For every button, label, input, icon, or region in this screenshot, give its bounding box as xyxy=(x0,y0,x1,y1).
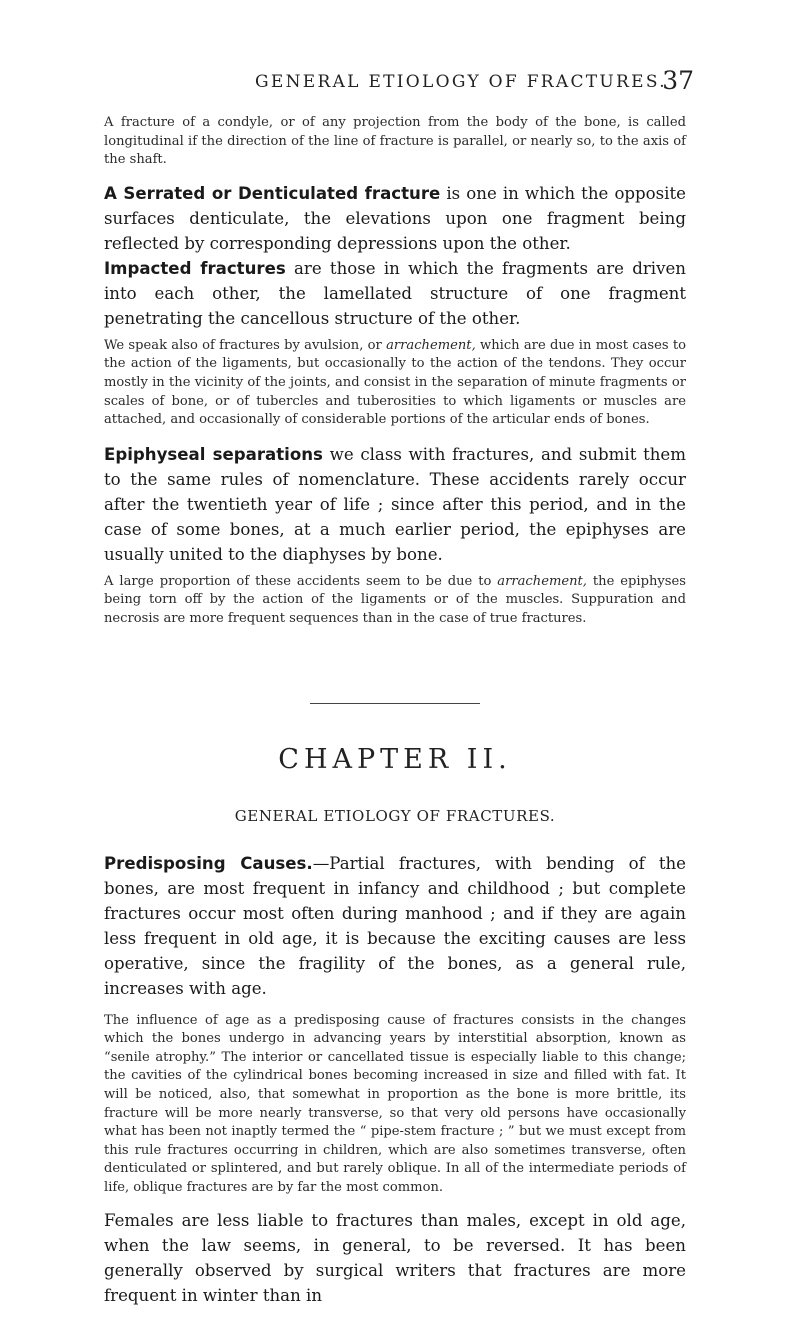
paragraph-body: —Partial fractures, with bending of the bones, are most frequent in infancy and childhood ; but complete fractures occur most often during manhood ; and if they are again less frequent in old age, it is because the exciting causes are less operative, since the fragility of the bones, as a general rule, increases with age. xyxy=(104,853,686,998)
italic-term: arrachement, xyxy=(386,337,476,353)
paragraph-arrachement xyxy=(104,573,686,629)
paragraph-text: which are due in most cases to the action of the ligaments, but occasionally to the action of the tendons. They occur mostly in the vicinity of the joints, and consist in the separation of minute fragments or scales of bone, or of tubercles and tuberosities to which ligaments or muscles are attached, and occasionally of considerable portions of the articular ends of bones. xyxy=(104,337,687,428)
paragraph-influence-of-age: The influence of age as a predisposing cause of fractures consists in the changes which the bones undergo in advancing years by interstitial absorption, known as “senile atrophy.” The interior or cancellated tissue is especially liable to this change; the cavities of the cylindrical bones becoming increased in size and filled with fat. It will be noticed, also, that somewhat in proportion as the bone is more brittle, its fracture will be more nearly transverse, so that very old persons have occasionally what has been not inaptly termed the “ pipe-stem fracture ; ” but we must except from this rule fractures occurring in children, which are also sometimes transverse, often denticulated or splintered, and but rarely oblique. In all of the intermediate periods of life, oblique fractures are by far the most common. xyxy=(104,1012,686,1195)
paragraph-longitudinal-fracture: A fracture of a condyle, or of any projection from the body of the bone, is called longitudinal if the direction of the line of fracture is parallel, or nearly so, to the axis of the shaft. xyxy=(104,115,686,168)
paragraph-text: the epiphyses being torn off by the action of the ligaments or of the muscles. Suppuration and necrosis are more frequent sequences than in the case of true fractures. xyxy=(104,573,686,626)
chapter-title: CHAPTER II. xyxy=(278,743,512,775)
paragraph-epiphyseal-separations xyxy=(104,442,686,567)
paragraph-body: we class with fractures, and submit them to the same rules of nomenclature. These accidents rarely occur after the twentieth year of life ; since after this period, and in the case of some bones, at a much earlier period, the epiphyses are usually united to the diaphyses by bone. xyxy=(104,444,686,564)
paragraph-text: A large proportion of these accidents seem to be due to xyxy=(104,573,498,589)
paragraph-avulsion xyxy=(104,337,686,430)
term-impacted-fractures: Impacted fractures xyxy=(104,258,286,278)
paragraph-serrated-fracture xyxy=(104,181,686,256)
paragraph-body: are those in which the fragments are driven into each other, the lamellated structure of one fragment penetrating the cancellous structure of the other. xyxy=(104,258,686,328)
term-predisposing-causes: Predisposing Causes. xyxy=(104,853,313,873)
paragraph-impacted-fracture xyxy=(104,256,686,331)
page-content xyxy=(104,114,686,1308)
paragraph-females: Females are less liable to fractures than males, except in old age, when the law seems, in general, to be reversed. It has been generally observed by surgical writers that fractures are more frequent in winter than in xyxy=(104,1211,686,1306)
paragraph-text: We speak also of fractures by avulsion, or xyxy=(104,337,387,353)
paragraph-predisposing-causes xyxy=(104,851,686,1001)
term-epiphyseal-separations: Epiphyseal separations xyxy=(104,444,323,464)
paragraph-body: is one in which the opposite surfaces denticulate, the elevations upon one fragment being reflected by corresponding depressions upon the other. xyxy=(104,183,686,253)
running-title: GENERAL ETIOLOGY OF FRACTURES. xyxy=(255,72,667,92)
term-serrated-fracture: A Serrated or Denticulated fracture xyxy=(104,183,441,203)
chapter-subtitle: GENERAL ETIOLOGY OF FRACTURES. xyxy=(234,806,556,825)
italic-term: arrachement, xyxy=(497,573,587,589)
section-divider xyxy=(310,703,480,704)
page-number: 37 xyxy=(662,66,694,95)
